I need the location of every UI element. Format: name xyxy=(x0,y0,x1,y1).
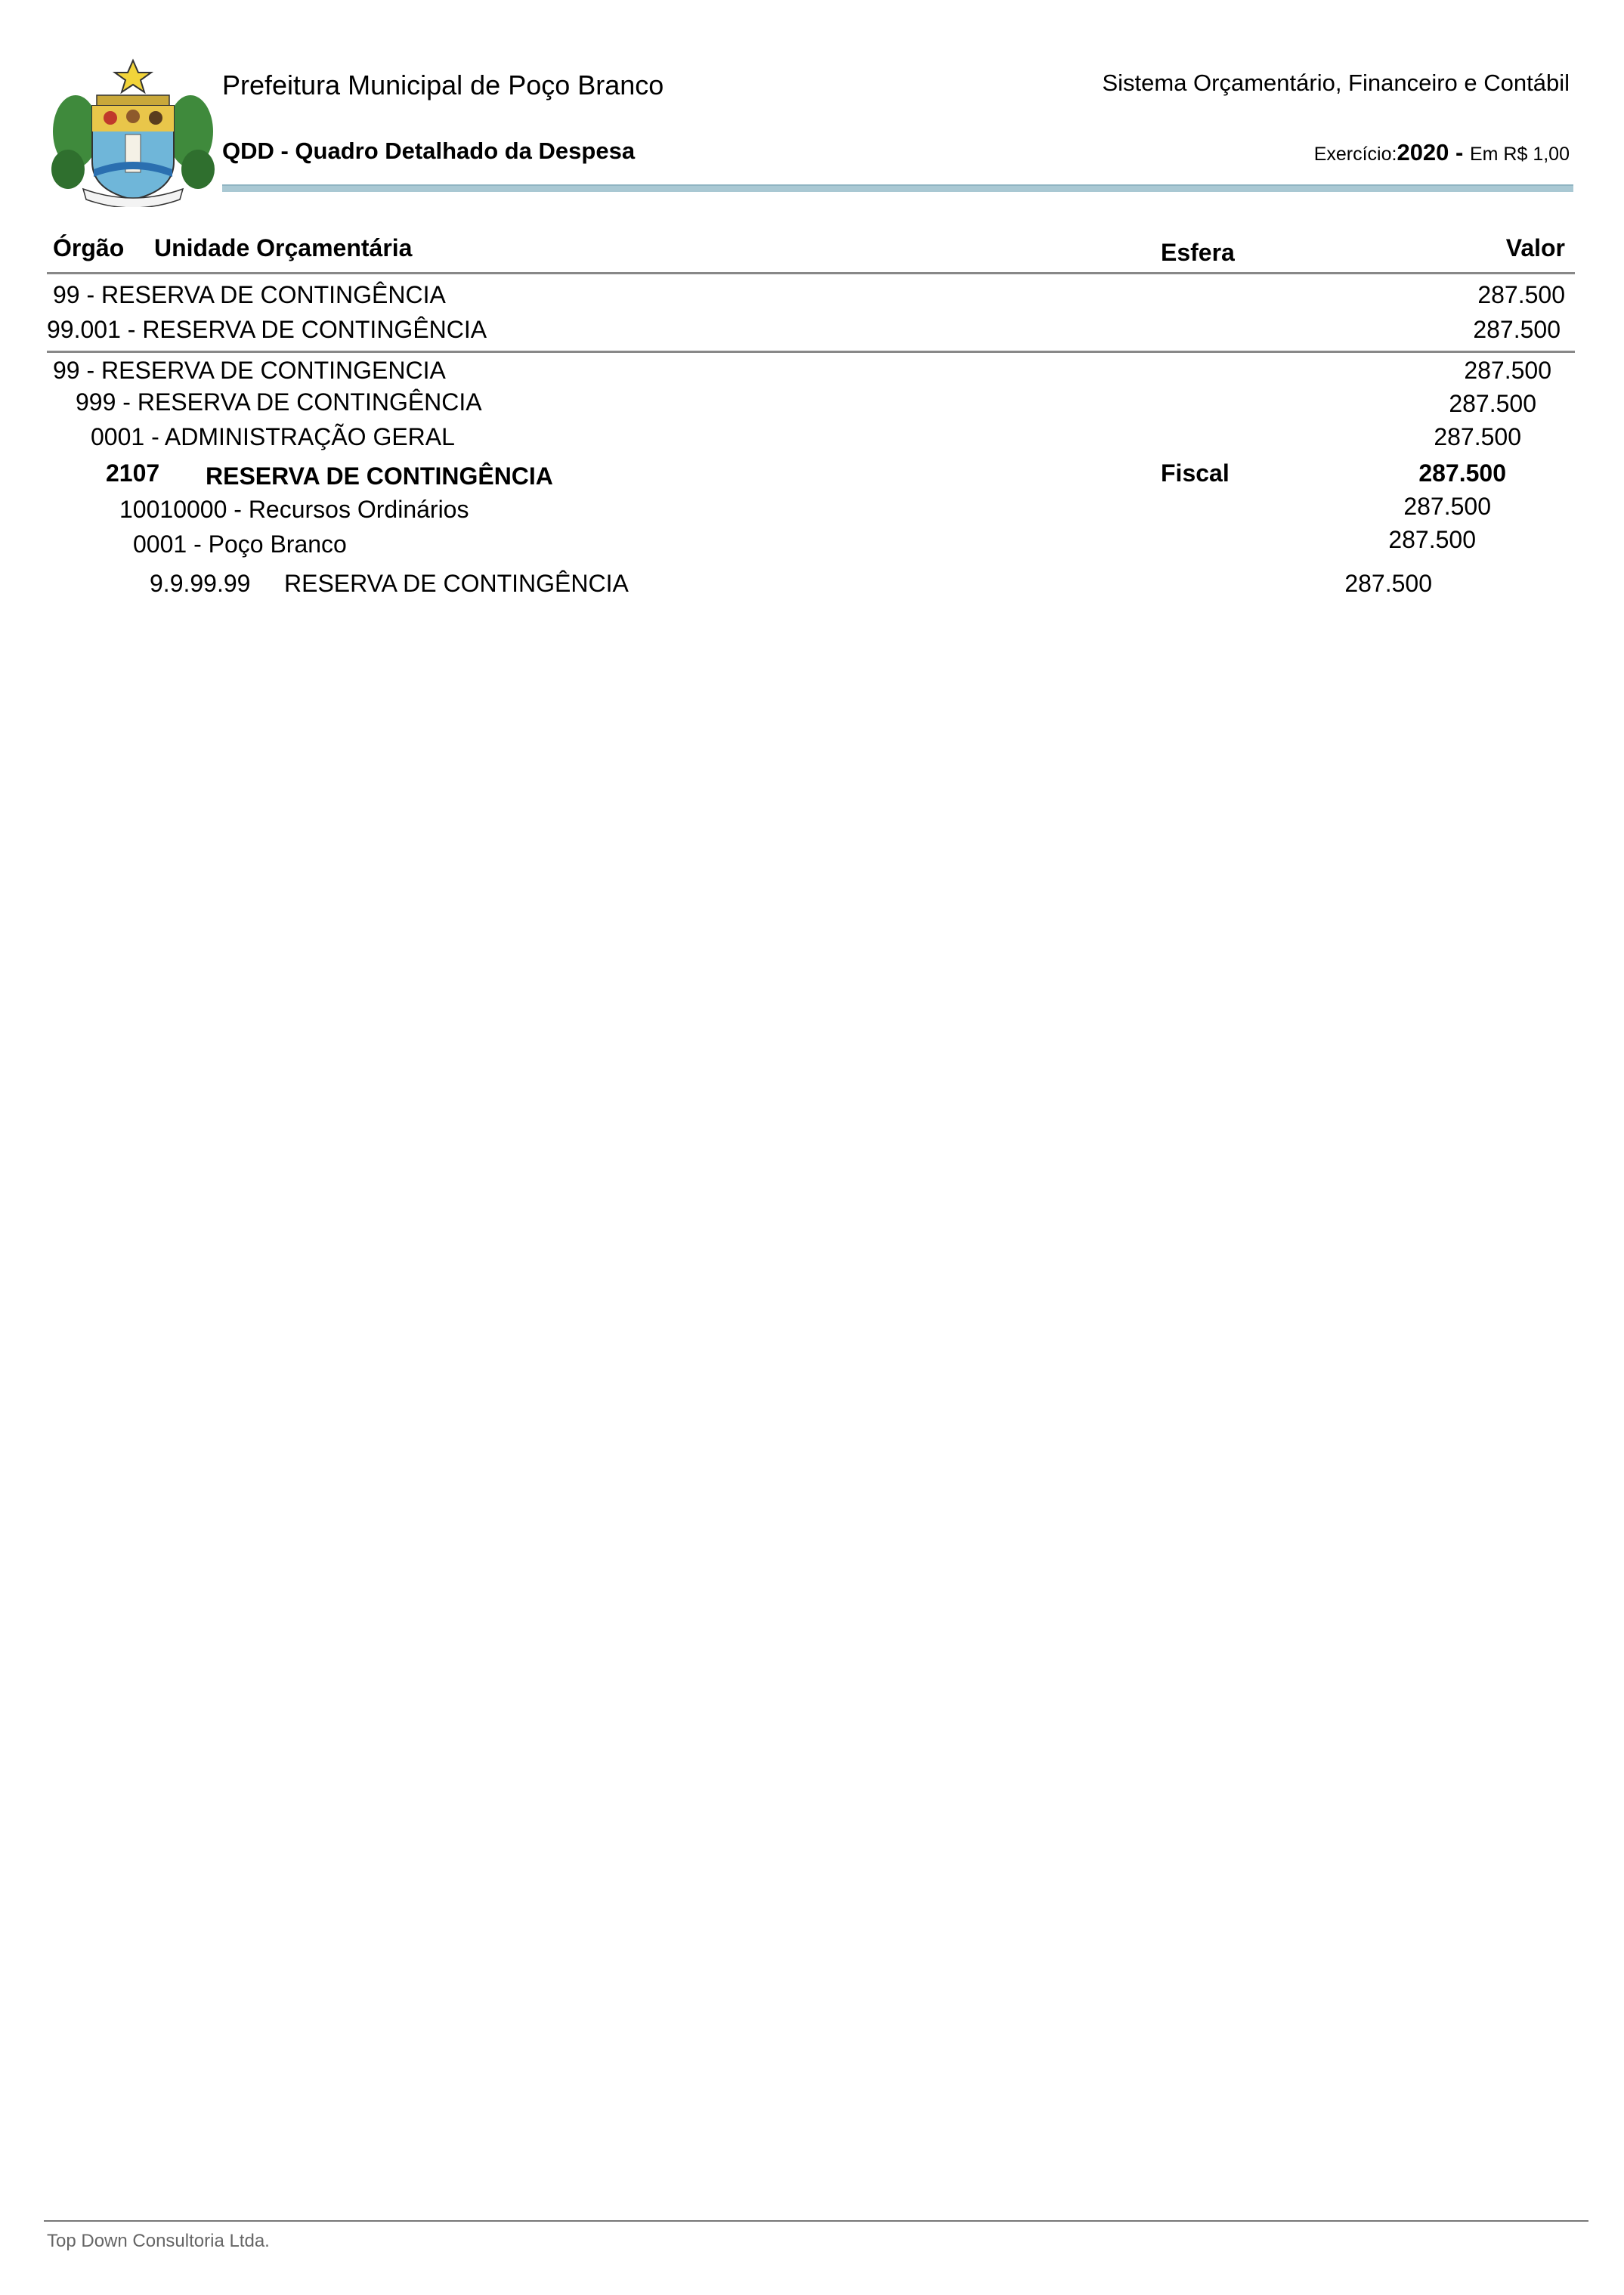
table-header-divider xyxy=(47,272,1575,274)
exercise-label: Exercício: xyxy=(1313,144,1397,165)
detail-programa-value: 287.500 xyxy=(1434,423,1521,450)
exercise-separator: - xyxy=(1449,139,1470,165)
summary-unidade-value: 287.500 xyxy=(1473,316,1561,343)
summary-unidade-label: 99.001 - RESERVA DE CONTINGÊNCIA xyxy=(47,316,487,343)
footer-company: Top Down Consultoria Ltda. xyxy=(47,2231,270,2251)
system-name: Sistema Orçamentário, Financeiro e Contábil xyxy=(1102,70,1570,96)
detail-natureza-label: RESERVA DE CONTINGÊNCIA xyxy=(284,570,629,597)
column-header-orgao: Órgão xyxy=(53,234,125,261)
detail-acao-label: RESERVA DE CONTINGÊNCIA xyxy=(206,462,553,490)
detail-orgao-label: 99 - RESERVA DE CONTINGENCIA xyxy=(53,357,446,384)
column-header-esfera: Esfera xyxy=(1161,239,1235,266)
summary-divider xyxy=(47,351,1575,353)
detail-local-value: 287.500 xyxy=(1388,526,1476,553)
detail-acao-code: 2107 xyxy=(106,459,160,487)
summary-orgao-value: 287.500 xyxy=(1477,281,1565,308)
detail-fonte-value: 287.500 xyxy=(1403,493,1491,520)
header-divider xyxy=(222,184,1573,192)
detail-funcao-label: 999 - RESERVA DE CONTINGÊNCIA xyxy=(76,388,482,416)
detail-acao-esfera: Fiscal xyxy=(1161,459,1230,487)
municipal-crest-icon xyxy=(47,56,219,207)
detail-fonte-label: 10010000 - Recursos Ordinários xyxy=(119,496,469,523)
summary-orgao-label: 99 - RESERVA DE CONTINGÊNCIA xyxy=(53,281,446,308)
detail-programa-label: 0001 - ADMINISTRAÇÃO GERAL xyxy=(91,423,455,450)
exercise-year: 2020 xyxy=(1397,139,1449,165)
detail-natureza-value: 287.500 xyxy=(1344,570,1432,597)
footer-divider xyxy=(44,2220,1588,2222)
detail-natureza-code: 9.9.99.99 xyxy=(150,570,251,597)
detail-local-label: 0001 - Poço Branco xyxy=(133,530,347,558)
column-header-valor: Valor xyxy=(1505,234,1565,261)
detail-orgao-value: 287.500 xyxy=(1464,357,1551,384)
exercise-info xyxy=(1314,139,1570,166)
currency-unit: Em R$ 1,00 xyxy=(1469,144,1570,165)
report-title: QDD - Quadro Detalhado da Despesa xyxy=(222,138,636,164)
detail-funcao-value: 287.500 xyxy=(1449,390,1536,417)
column-header-unidade: Unidade Orçamentária xyxy=(154,234,413,261)
detail-acao-value: 287.500 xyxy=(1418,459,1506,487)
municipality-title: Prefeitura Municipal de Poço Branco xyxy=(222,70,664,101)
